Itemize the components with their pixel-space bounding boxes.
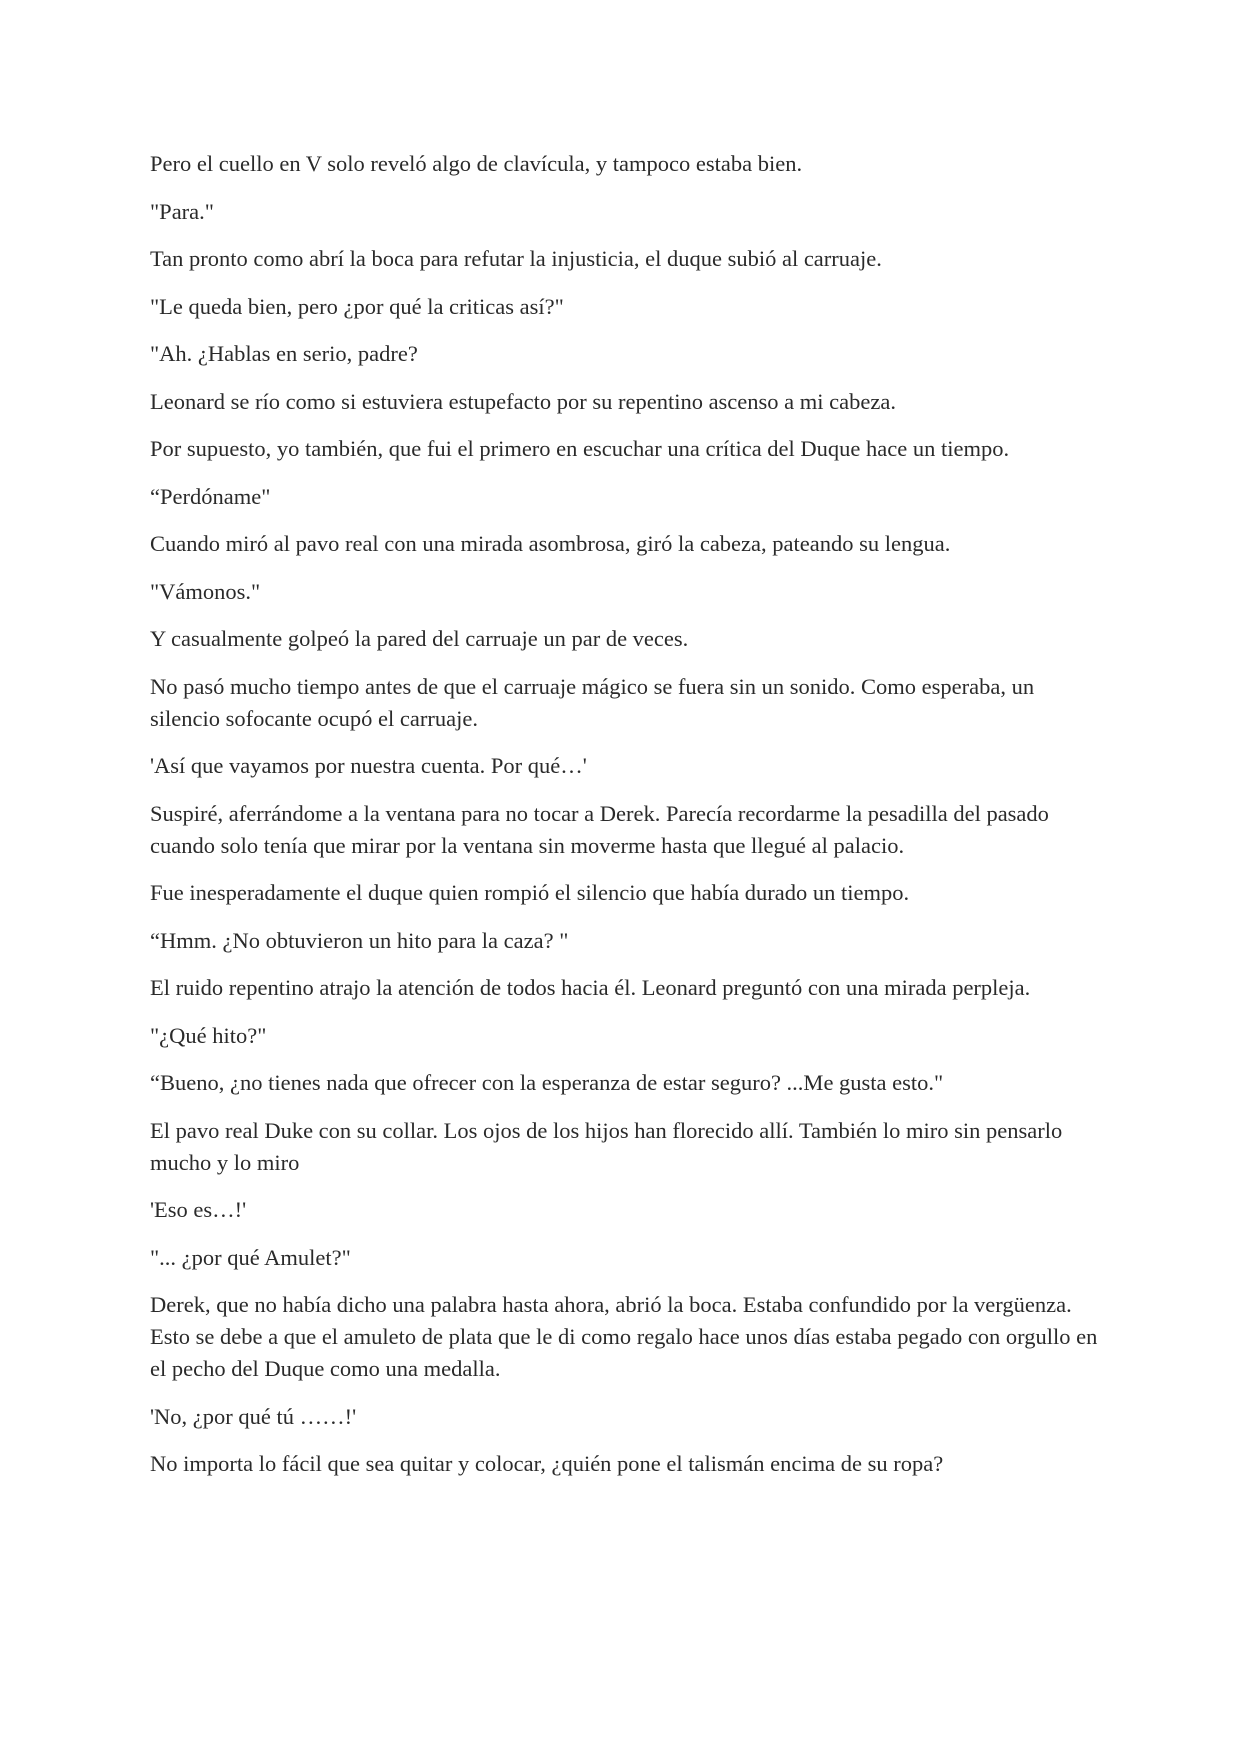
- paragraph: "Para.": [150, 198, 214, 224]
- paragraph: "Vámonos.": [150, 578, 261, 604]
- paragraph: "¿Qué hito?": [150, 1022, 267, 1048]
- paragraph: "... ¿por qué Amulet?": [150, 1244, 351, 1270]
- paragraph: Fue inesperadamente el duque quien rompió el silencio que había durado un tiempo.: [150, 880, 910, 905]
- paragraph: “Perdóname": [150, 483, 271, 509]
- paragraph: El ruido repentino atrajo la atención de todos hacia él. Leonard preguntó con una mirada perpleja.: [150, 975, 1031, 1000]
- paragraph: 'No, ¿por qué tú ……!': [150, 1403, 357, 1429]
- paragraph: Pero el cuello en V solo reveló algo de clavícula, y tampoco estaba bien.: [150, 151, 803, 176]
- paragraph: Tan pronto como abrí la boca para refutar la injusticia, el duque subió al carruaje.: [150, 246, 882, 271]
- paragraph: Y casualmente golpeó la pared del carruaje un par de veces.: [150, 626, 689, 651]
- paragraph: 'Eso es…!': [150, 1197, 247, 1222]
- paragraph: “Bueno, ¿no tienes nada que ofrecer con la esperanza de estar seguro? ...Me gusta esto.": [150, 1070, 944, 1095]
- paragraph: Por supuesto, yo también, que fui el primero en escuchar una crítica del Duque hace un tiempo.: [150, 436, 1010, 461]
- paragraph: Cuando miró al pavo real con una mirada asombrosa, giró la cabeza, pateando su lengua.: [150, 531, 951, 556]
- paragraph: "Ah. ¿Hablas en serio, padre?: [150, 341, 418, 366]
- paragraph: “Hmm. ¿No obtuvieron un hito para la caza? ": [150, 927, 569, 953]
- paragraph: 'Así que vayamos por nuestra cuenta. Por qué…': [150, 753, 587, 778]
- document-body: [150, 148, 1100, 1496]
- paragraph: Leonard se río como si estuviera estupefacto por su repentino ascenso a mi cabeza.: [150, 388, 896, 414]
- paragraph: No pasó mucho tiempo antes de que el carruaje mágico se fuera sin un sonido. Como esperaba, un silencio sofocante ocupó el carruaje.: [150, 673, 1035, 731]
- paragraph: No importa lo fácil que sea quitar y colocar, ¿quién pone el talismán encima de su ropa?: [150, 1451, 944, 1476]
- paragraph: Derek, que no había dicho una palabra hasta ahora, abrió la boca. Estaba confundido por la vergüenza. Esto se debe a que el amuleto de plata que le di como regalo hace unos días estaba pegado con orgullo en el pecho del Duque como una medalla.: [150, 1292, 1098, 1381]
- paragraph: Suspiré, aferrándome a la ventana para no tocar a Derek. Parecía recordarme la pesadilla del pasado cuando solo tenía que mirar por la ventana sin moverme hasta que llegué al palacio.: [150, 800, 1049, 858]
- paragraph: El pavo real Duke con su collar. Los ojos de los hijos han florecido allí. También lo miro sin pensarlo mucho y lo miro: [150, 1117, 1063, 1175]
- paragraph: "Le queda bien, pero ¿por qué la criticas así?": [150, 293, 564, 319]
